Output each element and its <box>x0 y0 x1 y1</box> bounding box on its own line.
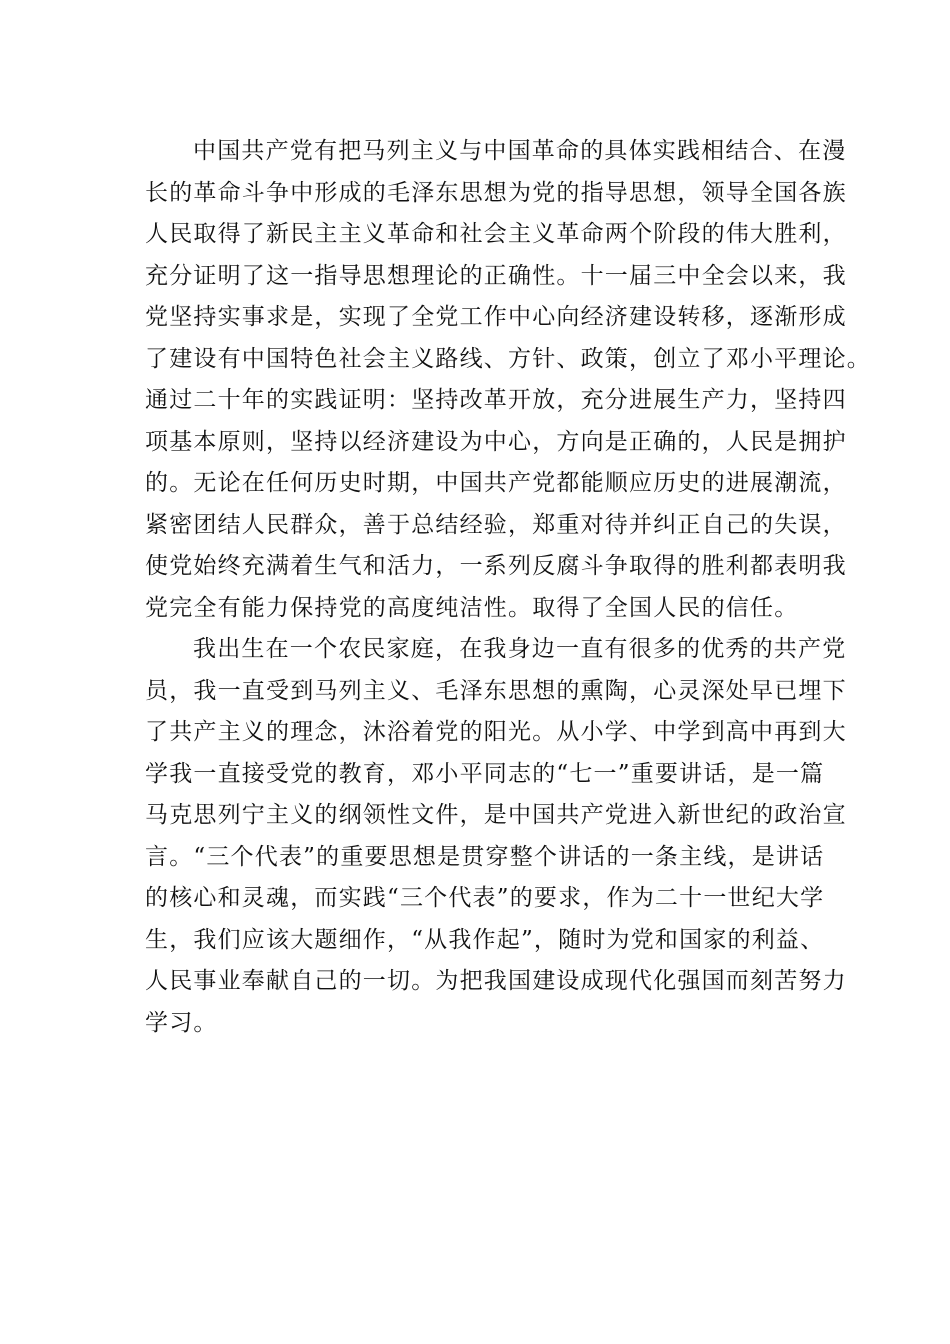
text-line: 中国共产党有把马列主义与中国革命的具体实践相结合、在漫 <box>193 138 847 164</box>
text-line: 通过二十年的实践证明：坚持改革开放，充分进展生产力，坚持四 <box>145 387 847 413</box>
text-line: 项基本原则，坚持以经济建设为中心，方向是正确的，人民是拥护 <box>145 428 847 455</box>
text-line: 长的革命斗争中形成的毛泽东思想为党的指导思想，领导全国各族 <box>145 179 847 206</box>
text-line: 马克思列宁主义的纲领性文件，是中国共产党进入新世纪的政治宣 <box>145 802 847 828</box>
text-line: 的核心和灵魂，而实践“三个代表”的要求，作为二十一世纪大学 <box>145 885 825 911</box>
text-line: 人民取得了新民主主义革命和社会主义革命两个阶段的伟大胜利， <box>145 221 847 247</box>
text-line: 充分证明了这一指导思想理论的正确性。十一届三中全会以来，我 <box>145 262 847 289</box>
text-line: 党完全有能力保持党的高度纯洁性。取得了全国人民的信任。 <box>145 594 799 621</box>
text-line: 学习。 <box>145 1009 218 1036</box>
text-line: 党坚持实事求是，实现了全党工作中心向经济建设转移，逐渐形成 <box>145 304 847 330</box>
text-line: 紧密团结人民群众，善于总结经验，郑重对待并纠正自己的失误， <box>145 511 847 538</box>
paragraph-1 <box>145 131 871 629</box>
text-line: 我出生在一个农民家庭，在我身边一直有很多的优秀的共产党 <box>193 636 847 662</box>
text-line: 使党始终充满着生气和活力，一系列反腐斗争取得的胜利都表明我 <box>145 553 847 579</box>
text-line: 人民事业奉献自己的一切。为把我国建设成现代化强国而刻苦努力 <box>145 968 847 994</box>
text-line: 生，我们应该大题细作，“从我作起”，随时为党和国家的利益、 <box>145 926 825 953</box>
text-line: 学我一直接受党的教育，邓小平同志的“七一”重要讲话，是一篇 <box>145 760 825 787</box>
text-line: 了共产主义的理念，沐浴着党的阳光。从小学、中学到高中再到大 <box>145 719 847 745</box>
text-line: 了建设有中国特色社会主义路线、方针、政策，创立了邓小平理论。 <box>145 345 871 372</box>
text-line: 的。无论在任何历史时期，中国共产党都能顺应历史的进展潮流， <box>145 470 847 496</box>
body-text <box>145 131 871 1044</box>
paragraph-2 <box>145 629 847 1044</box>
text-line: 员，我一直受到马列主义、毛泽东思想的熏陶，心灵深处早已埋下 <box>145 677 847 704</box>
text-line: 言。“三个代表”的重要思想是贯穿整个讲话的一条主线，是讲话 <box>145 843 825 870</box>
